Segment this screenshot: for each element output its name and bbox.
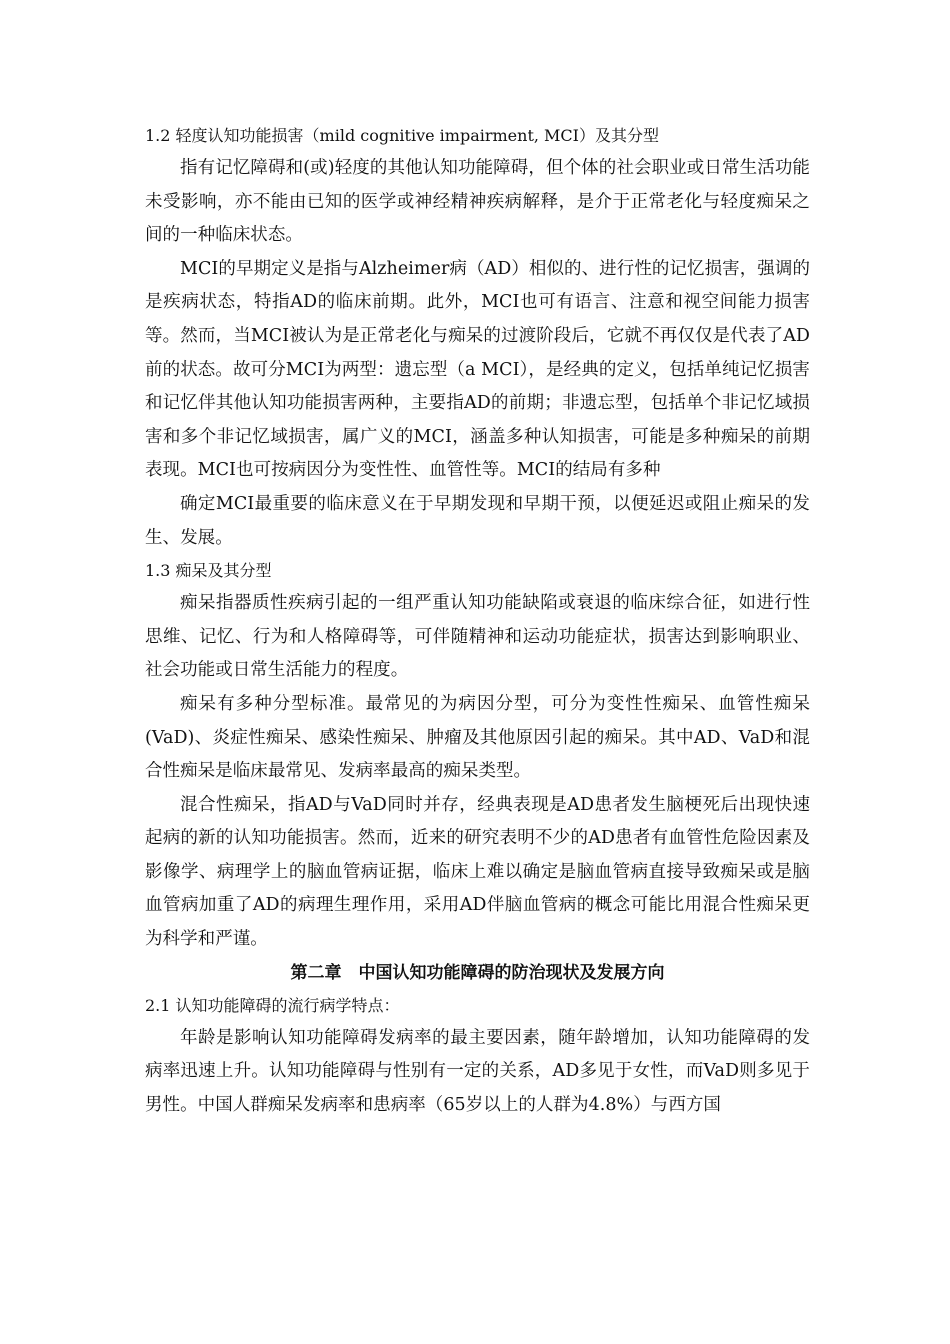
paragraph-mixed-dementia: 混合性痴呆，指AD与VaD同时并存，经典表现是AD患者发生脑梗死后出现快速起病的新的认知功能损害。然而，近来的研究表明不少的AD患者有血管性危险因素及影像学、病理学上的脑血管病证据，临床上难以确定是脑血管病直接导致痴呆或是脑血管病加重了AD的病理生理作用，采用AD伴脑血管病的概念可能比用混合性痴呆更为科学和严谨。 bbox=[145, 794, 810, 950]
section-heading-1-3: 1.3 痴呆及其分型 bbox=[145, 561, 272, 581]
paragraph-epidemiology: 年龄是影响认知功能障碍发病率的最主要因素，随年龄增加，认知功能障碍的发病率迅速上升。认知功能障碍与性别有一定的关系，AD多见于女性，而VaD则多见于男性。中国人群痴呆发病率和患病率（65岁以上的人群为4.8%）与西方国 bbox=[145, 1027, 810, 1115]
paragraph-dementia-classification: 痴呆有多种分型标准。最常见的为病因分型，可分为变性性痴呆、血管性痴呆(VaD)、炎症性痴呆、感染性痴呆、肿瘤及其他原因引起的痴呆。其中AD、VaD和混合性痴呆是临床最常见、发病率最高的痴呆类型。 bbox=[145, 693, 810, 782]
chapter-title: 第二章 中国认知功能障碍的防治现状及发展方向 bbox=[290, 962, 665, 983]
paragraph-dementia-definition: 痴呆指器质性疾病引起的一组严重认知功能缺陷或衰退的临床综合征，如进行性思维、记忆、行为和人格障碍等，可伴随精神和运动功能症状，损害达到影响职业、社会功能或日常生活能力的程度。 bbox=[145, 593, 810, 681]
paragraph-mci-types: MCI的早期定义是指与Alzheimer病（AD）相似的、进行性的记忆损害，强调的是疾病状态，特指AD的临床前期。此外，MCI也可有语言、注意和视空间能力损害等。然而，当MCI被认为是正常老化与痴呆的过渡阶段后，它就不再仅仅是代表了AD前的状态。故可分MCI为两型：遗忘型（a MCI），是经典的定义，包括单纯记忆损害和记忆伴其他认知功能损害两种，主要指AD的前期；非遗忘型，包括单个非记忆域损害和多个非记忆域损害，属广义的MCI，涵盖多种认知损害，可能是多种痴呆的前期表现。MCI也可按病因分为变性性、血管性等。MCI的结局有多种 bbox=[145, 258, 810, 481]
paragraph-mci-significance: 确定MCI最重要的临床意义在于早期发现和早期干预，以便延迟或阻止痴呆的发生、发展。 bbox=[145, 493, 810, 548]
section-heading-2-1: 2.1 认知功能障碍的流行病学特点： bbox=[145, 995, 400, 1015]
paragraph-mci-definition: 指有记忆障碍和(或)轻度的其他认知功能障碍，但个体的社会职业或日常生活功能未受影响，亦不能由已知的医学或神经精神疾病解释，是介于正常老化与轻度痴呆之间的一种临床状态。 bbox=[145, 158, 810, 246]
document-body bbox=[145, 120, 810, 1122]
section-heading-1-2: 1.2 轻度认知功能损害（mild cognitive impairment, MCI）及其分型 bbox=[145, 126, 659, 145]
